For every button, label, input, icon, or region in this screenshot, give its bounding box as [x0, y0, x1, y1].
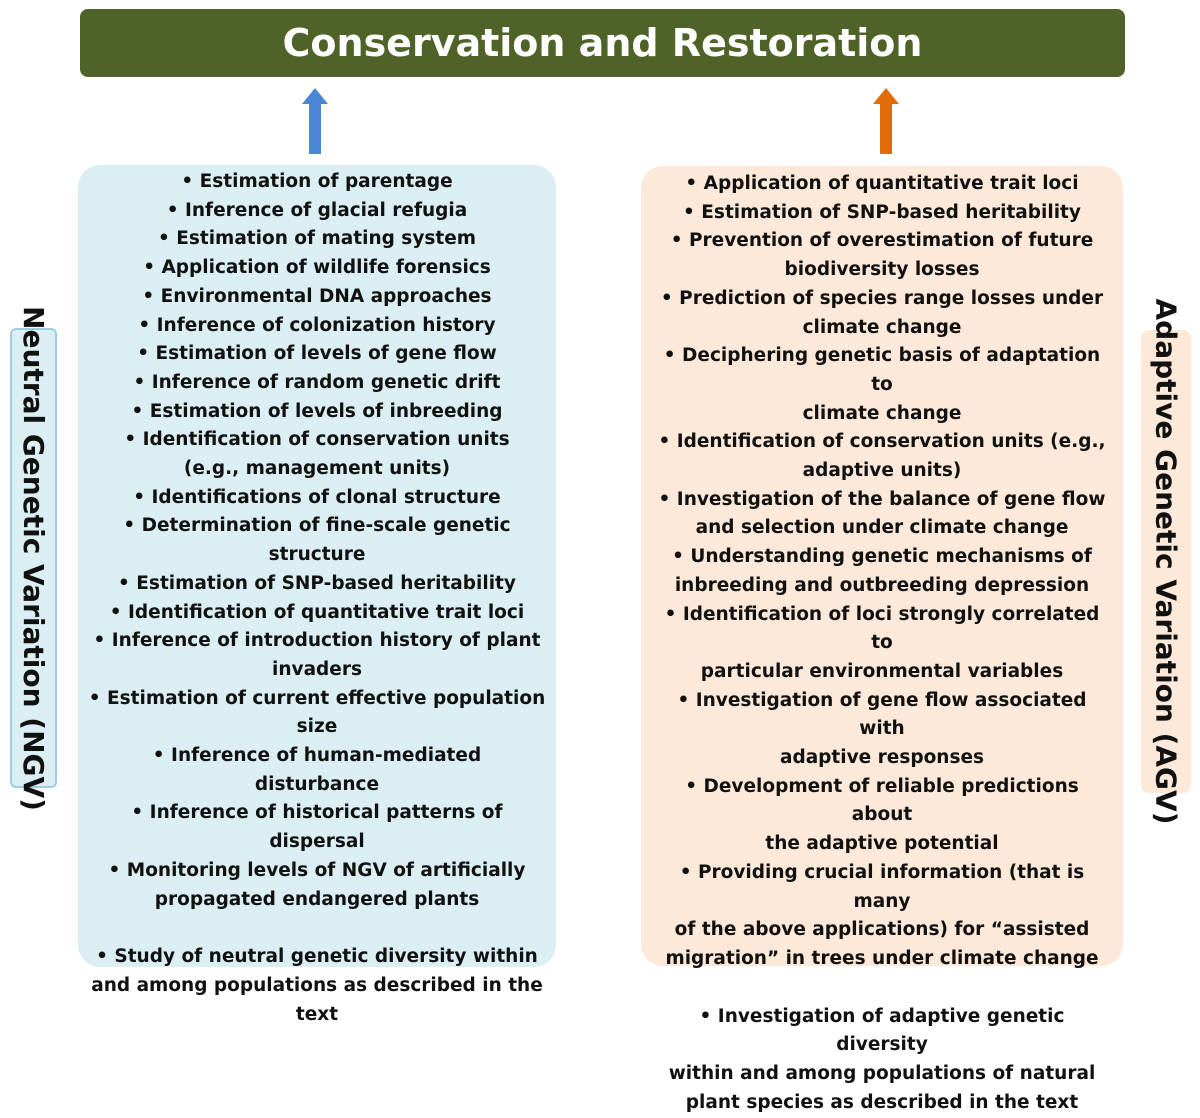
list-item: • Application of quantitative trait loci	[685, 173, 1079, 194]
left-arrow-shape	[302, 88, 328, 154]
list-item: • Identification of conservation units (e.g., adaptive units)	[658, 431, 1106, 482]
ngv-panel	[78, 165, 556, 1025]
list-item: • Investigation of adaptive genetic diversity within and among populations of natural plant species as described in the text	[668, 1005, 1096, 1113]
list-item: • Inference of random genetic drift	[133, 371, 501, 393]
list-item: • Inference of colonization history	[138, 314, 496, 336]
list-item: • Estimation of current effective population size	[88, 687, 546, 738]
list-item: • Identifications of clonal structure	[133, 486, 501, 508]
agv-panel	[641, 166, 1123, 1113]
list-item: • Estimation of SNP-based heritability	[118, 572, 516, 594]
up-arrow-right-icon	[873, 88, 899, 154]
list-item: • Identification of quantitative trait loci	[109, 601, 525, 623]
list-item: • Environmental DNA approaches	[142, 285, 492, 307]
title-bar	[80, 9, 1125, 77]
ngv-side-label	[10, 305, 57, 811]
agv-side-label	[1141, 298, 1191, 825]
list-item: • Study of neutral genetic diversity within and among populations as described in the text	[91, 946, 543, 1025]
list-item: • Inference of introduction history of plant invaders	[93, 630, 541, 680]
ngv-label-text: Neutral Genetic Variation (NGV)	[17, 305, 50, 811]
list-item: • Prediction of species range losses under climate change	[660, 287, 1104, 338]
list-item: • Estimation of levels of inbreeding	[131, 400, 503, 422]
list-item: • Estimation of levels of gene flow	[137, 343, 497, 365]
diagram-title: Conservation and Restoration	[282, 21, 923, 65]
list-item: • Investigation of the balance of gene flow and selection under climate change	[658, 488, 1106, 539]
list-item: • Inference of historical patterns of dispersal	[131, 802, 503, 853]
list-item: • Inference of glacial refugia	[166, 199, 468, 221]
list-item: • Identification of conservation units (e.g., management units)	[124, 429, 510, 480]
list-item: • Monitoring levels of NGV of artificially propagated endangered plants	[108, 859, 526, 910]
list-item: • Estimation of SNP-based heritability	[683, 201, 1081, 223]
list-item: • Application of wildlife forensics	[143, 257, 491, 279]
list-item: • Prevention of overestimation of future biodiversity losses	[670, 230, 1094, 281]
list-item: • Determination of fine-scale genetic structure	[123, 515, 511, 566]
list-item: • Inference of human-mediated disturbance	[152, 745, 482, 795]
right-arrow-shape	[873, 88, 899, 154]
list-item: • Investigation of gene flow associated with adaptive responses	[677, 689, 1087, 769]
list-item: • Deciphering genetic basis of adaptation to climate change	[663, 345, 1101, 424]
list-item: • Development of reliable predictions about the adaptive potential	[685, 775, 1079, 855]
agv-list	[641, 170, 1123, 1118]
list-item: • Identification of loci strongly correlated to particular environmental variables	[664, 603, 1100, 682]
list-item: • Estimation of mating system	[157, 228, 477, 250]
ngv-list	[78, 168, 556, 1029]
agv-label-text: Adaptive Genetic Variation (AGV)	[1149, 298, 1183, 825]
up-arrow-left-icon	[302, 88, 328, 154]
list-item: • Understanding genetic mechanisms of inbreeding and outbreeding depression	[672, 546, 1092, 596]
list-item: • Providing crucial information (that is many of the above applications) for “assisted migration” in trees under climate change	[665, 861, 1099, 969]
list-item: • Estimation of parentage	[181, 171, 453, 192]
